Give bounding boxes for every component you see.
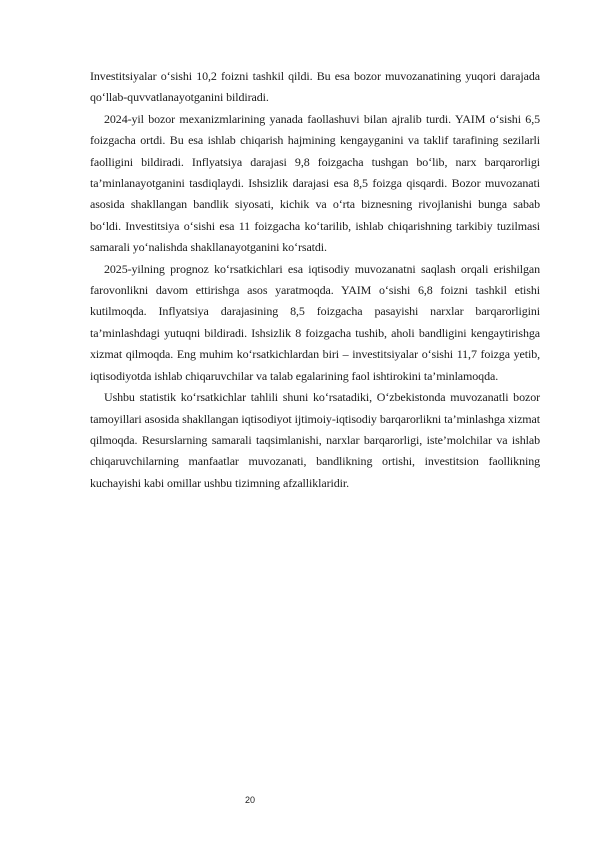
paragraph-investment-growth: Investitsiyalar o‘sishi 10,2 foizni tashkil qildi. Bu esa bozor muvozanatining yuqori darajada qo‘llab-quvvatlanayotganini bildiradi.	[90, 69, 540, 105]
page-number: 20	[245, 795, 256, 805]
paragraph-2025-forecast: 2025-yilning prognoz ko‘rsatkichlari esa iqtisodiy muvozanatni saqlash orqali erishilgan farovonlikni davom ettirishga asos yaratmoqda. YAIM o‘sishi 6,8 foizni tashkil etishi kutilmoqda. Inflyatsiya darajasining 8,5 foizgacha pasayishi narxlar barqarorligini ta’minlashdagi yutuqni bildiradi. Ishsizlik 8 foizgacha tushib, aholi bandligini kengaytirishga xizmat qilmoqda. Eng muhim ko‘rsatkichlardan biri – investitsiyalar o‘sishi 11,7 foizga yetib, iqtisodiyotda ishlab chiqaruvchilar va talab egalarining faol ishtirokini ta’minlamoqda.	[90, 261, 540, 383]
page-body	[90, 66, 540, 494]
paragraph-conclusion: Ushbu statistik ko‘rsatkichlar tahlili shuni ko‘rsatadiki, O‘zbekistonda muvozanatli bozor tamoyillari asosida shakllangan iqtisodiyot ijtimoiy-iqtisodiy barqarorlikni ta’minlashga xizmat qilmoqda. Resurslarning samarali taqsimlanishi, narxlar barqarorligi, iste’molchilar va ishlab chiqaruvchilarning manfaatlar muvozanati, bandlikning ortishi, investitsion faollikning kuchayishi kabi omillar ushbu tizimning afzalliklaridir.	[90, 390, 540, 490]
paragraph-2024-overview: 2024-yil bozor mexanizmlarining yanada faollashuvi bilan ajralib turdi. YAIM o‘sishi 6,5 foizgacha ortdi. Bu esa ishlab chiqarish hajmining kengayganini va taklif tarafining sezilarli faolligini bildiradi. Inflyatsiya darajasi 9,8 foizgacha tushgan bo‘lib, narx barqarorligi ta’minlanayotganini tasdiqlaydi. Ishsizlik darajasi esa 8,5 foizga qisqardi. Bozor muvozanati asosida shakllangan bandlik siyosati, kichik va o‘rta biznesning rivojlanishi bunga sabab bo‘ldi. Investitsiya o‘sishi esa 11 foizgacha ko‘tarilib, ishlab chiqarishning tarkibiy tuzilmasi samarali yo‘nalishda shakllanayotganini ko‘rsatdi.	[90, 111, 540, 255]
